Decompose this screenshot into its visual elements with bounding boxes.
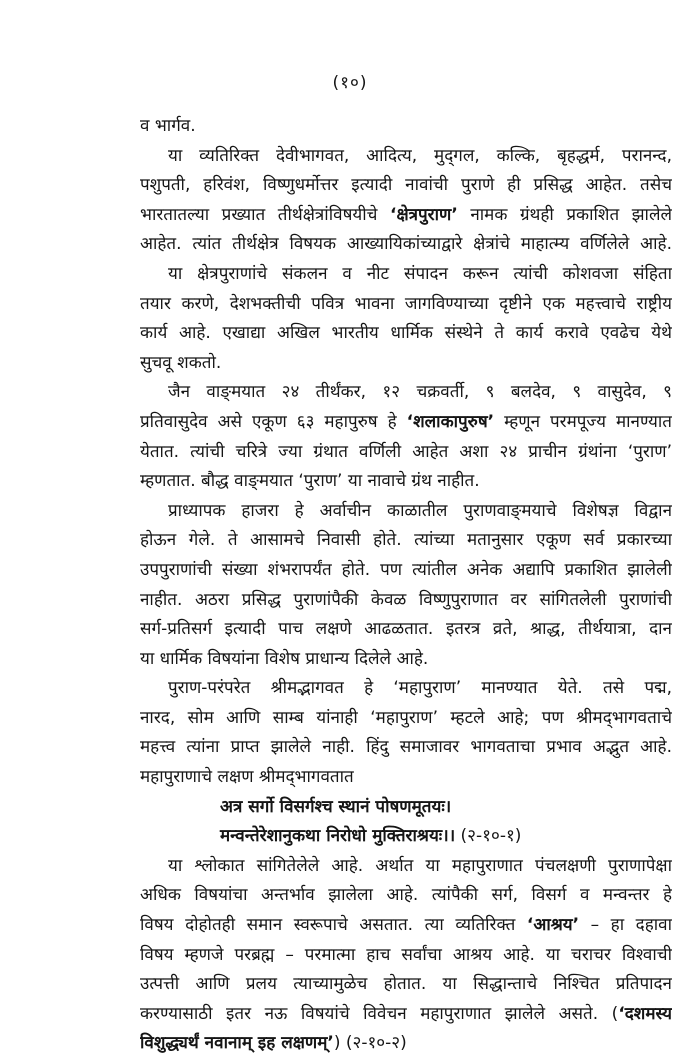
text-line: येतात. त्यांची चरित्रे ज्या ग्रंथात वर्णिली आहेत अशा २४ प्राचीन ग्रंथांना ‘पुराण’: [140, 441, 672, 462]
text-line: पशुपती, हरिवंश, विष्णुधर्मोत्तर इत्यादी नावांची पुराणे ही प्रसिद्ध आहेत. तसेच: [140, 175, 672, 196]
text-line: प्रतिवासुदेव असे एकूण ६३ महापुरुष हे ‘शलाकापुरुष’ म्हणून परमपूज्य मानण्यात: [140, 411, 672, 432]
bold-term: विशुद्ध्यर्थं नवानाम् इह लक्षणम्’: [140, 1033, 334, 1054]
bold-term: ‘दशमस्य: [618, 1003, 672, 1024]
text-line: भारतातल्या प्रख्यात तीर्थक्षेत्रांविषयीचे ‘क्षेत्रपुराण’ नामक ग्रंथही प्रकाशित झालेले: [140, 204, 672, 225]
text-line: सुचवू शकतो.: [140, 352, 222, 373]
text-line: प्राध्यापक हाजरा हे अर्वाचीन काळातील पुराणवाङ्‌मयाचे विशेषज्ञ विद्वान: [168, 500, 672, 521]
sanskrit-verse-line: मन्वन्तेरेशानुकथा निरोधो मुक्तिराश्रयः।। (२-१०-१): [220, 826, 522, 847]
text-line: अधिक विषयांचा अन्तर्भाव झालेला आहे. त्यांपैकी सर्ग, विसर्ग व मन्वन्तर हे: [140, 885, 672, 906]
page-number: (१०): [332, 73, 368, 93]
text-line: जैन वाङ्‌मयात २४ तीर्थंकर, १२ चक्रवर्ती, ९ बलदेव, ९ वासुदेव, ९: [168, 382, 672, 403]
bold-term: ‘आश्रय’: [526, 915, 580, 936]
text-line: विशुद्ध्यर्थं नवानाम् इह लक्षणम्’) (२-१०-२): [140, 1033, 407, 1054]
text-line: या श्लोकात सांगितेलेले आहे. अर्थात या महापुराणात पंचलक्षणी पुराणापेक्षा: [168, 855, 672, 876]
text-line: नारद, सोम आणि साम्ब यांनाही ‘महापुराण’ म्हटले आहे; पण श्रीमद्‌भागवताचे: [140, 707, 672, 728]
text-line: कार्य आहे. एखाद्या अखिल भारतीय धार्मिक संस्थेने ते कार्य करावे एवढेच येथे: [140, 323, 672, 344]
text-line: करण्यासाठी इतर नऊ विषयांचे विवेचन महापुराणात झालेले असते. (‘दशमस्य: [140, 1003, 672, 1024]
sanskrit-verse-line: अत्र सर्गो विसर्गश्च स्थानं पोषणमूतयः।: [220, 796, 452, 817]
bold-term: ‘क्षेत्रपुराण’: [390, 204, 458, 225]
text-line: महापुराणाचे लक्षण श्रीमद्‌भागवतात: [140, 767, 354, 788]
text-line: उत्पत्ती आणि प्रलय त्याच्यामुळेच होतात. या सिद्धान्ताचे निश्चित प्रतिपादन: [140, 974, 672, 995]
bold-term: ‘शलाकापुरुष’: [406, 411, 495, 432]
text-line: उपपुराणांची संख्या शंभरापर्यंत होते. पण त्यांतील अनेक अद्यापि प्रकाशित झालेली: [140, 559, 672, 580]
text-line: होऊन गेले. ते आसामचे निवासी होते. त्यांच्या मतानुसार एकूण सर्व प्रकारच्या: [140, 530, 672, 551]
text-line: व भार्गव.: [140, 116, 196, 136]
text-line: पुराण-परंपरेत श्रीमद्भागवत हे ‘महापुराण’ मानण्यात येते. तसे पद्म,: [168, 678, 672, 699]
text-line: महत्त्व त्यांना प्राप्त झालेले नाही. हिंदु समाजावर भागवताचा प्रभाव अद्भुत आहे.: [140, 737, 672, 758]
text-line: तयार करणे, देशभक्तीची पवित्र भावना जागविण्याच्या दृष्टीने एक महत्त्वाचे राष्ट्रीय: [140, 293, 672, 314]
text-line: म्हणतात. बौद्ध वाङ्‌मयात ‘पुराण’ या नावाचे ग्रंथ नाहीत.: [140, 471, 480, 492]
text-line: नाहीत. अठरा प्रसिद्ध पुराणांपैकी केवळ विष्णुपुराणात वर सांगितलेली पुराणांची: [140, 589, 672, 610]
verse-reference: (२-१०-१): [455, 826, 522, 847]
text-line: विषय म्हणजे परब्रह्म – परमात्मा हाच सर्वांचा आश्रय आहे. या चराचर विश्वाची: [140, 944, 672, 965]
text-line: आहेत. त्यांत तीर्थक्षेत्र विषयक आख्यायिकांच्याद्वारे क्षेत्रांचे माहात्म्य वर्णिलेले आहे.: [140, 234, 672, 255]
text-line: या क्षेत्रपुराणांचे संकलन व नीट संपादन करून त्यांची कोशवजा संहिता: [168, 263, 672, 284]
text-line: सर्ग-प्रतिसर्ग इत्यादी पाच लक्षणे आढळतात. इतरत्र व्रते, श्राद्ध, तीर्थयात्रा, दान: [140, 619, 672, 640]
text-line: या व्यतिरिक्त देवीभागवत, आदित्य, मुद्‌गल, कल्कि, बृहद्धर्म, परानन्द,: [168, 145, 672, 166]
body-text: [140, 112, 672, 1059]
text-line: या धार्मिक विषयांना विशेष प्राधान्य दिलेले आहे.: [140, 648, 429, 669]
text-line: विषय दोहोतही समान स्वरूपाचे असतात. त्या व्यतिरिक्त ‘आश्रय’ – हा दहावा: [140, 915, 672, 936]
